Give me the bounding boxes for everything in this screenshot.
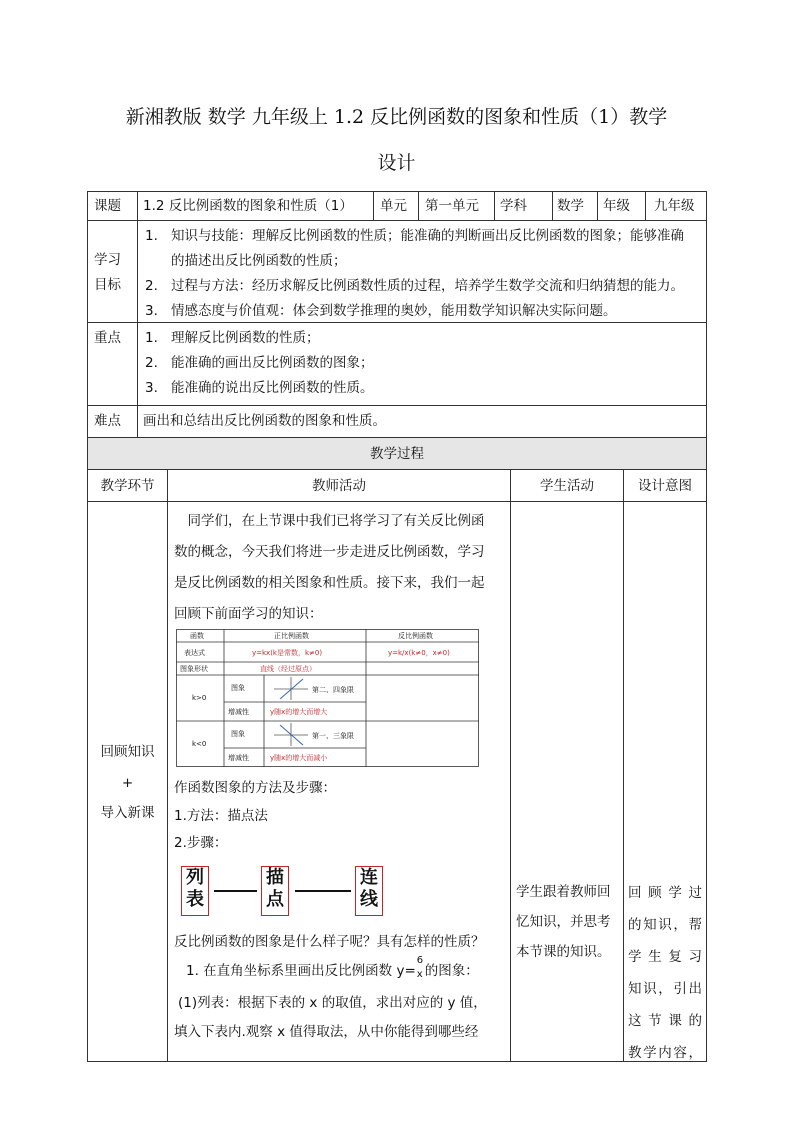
objective-text: 情感态度与价值观：体会到数学推理的奥妙，能用数学知识解决实际问题。 (171, 303, 617, 319)
title-line-2: 设计 (377, 152, 416, 174)
step-box-list (181, 866, 209, 916)
method-title: 作函数图象的方法及步骤： (174, 780, 336, 796)
objectives-label-1: 学习 (94, 252, 121, 268)
task-line (186, 955, 479, 981)
mini-mono-negative: y随x的增大而减小 (270, 754, 328, 762)
graph-icon-positive (274, 677, 308, 700)
document-title (60, 94, 733, 186)
step-char: 连 (360, 867, 378, 888)
mini-mono-label: 增减性 (228, 708, 249, 716)
key-point-text: 理解反比例函数的性质； (171, 330, 320, 346)
difficulty-text: 画出和总结出反比例函数的图象和性质。 (143, 413, 386, 429)
intent-line: 的知识，帮 (628, 917, 702, 933)
step-connector (214, 890, 257, 892)
objective-num: 1. (145, 228, 158, 244)
unit-label: 单元 (380, 198, 407, 214)
task-text: 1. 在直角坐标系里画出反比例函数 y= (186, 963, 416, 979)
intent-line: 回顾学过 (628, 885, 702, 901)
topic-label: 课题 (94, 198, 121, 214)
title-line-1: 新湘教版 数学 九年级上 1.2 反比例函数的图象和性质（1）教学 (125, 106, 668, 128)
mini-header-inverse: 反比例函数 (398, 632, 433, 640)
step-char: 线 (360, 889, 378, 910)
student-line: 本节课的知识。 (516, 944, 611, 960)
intent-line: 学生复习 (628, 949, 702, 965)
teacher-intro-line: 回顾下前面学习的知识： (174, 606, 323, 622)
mini-mono-positive: y随x的增大而增大 (270, 708, 328, 716)
student-line: 学生跟着教师回 (516, 884, 611, 900)
step-char: 点 (266, 889, 284, 910)
objective-text-cont: 的描述出反比例函数的性质； (171, 253, 347, 269)
objective-num: 3. (145, 303, 158, 319)
review-table (176, 629, 479, 767)
stage-line-3: 导入新课 (100, 805, 155, 821)
process-header: 教学过程 (370, 446, 424, 462)
key-point-num: 3. (145, 380, 158, 396)
teacher-intro-line: 同学们，在上节课中我们已将学习了有关反比例函 (174, 513, 485, 529)
objective-text: 过程与方法：经历求解反比例函数性质的过程，培养学生数学交流和归纳猜想的能力。 (171, 278, 684, 294)
graph-icon-negative (274, 723, 308, 746)
col-teacher-header: 教师活动 (312, 478, 366, 494)
mini-direct-expr: y=kx(k是常数，k≠0) (252, 649, 323, 657)
intent-line: 这节课的 (628, 1013, 702, 1029)
task-tail: 的图象： (424, 963, 479, 979)
mini-row-shape: 图象形状 (180, 665, 208, 673)
subject-value: 数学 (557, 198, 584, 214)
topic-value: 1.2 反比例函数的图象和性质（1） (143, 198, 353, 214)
mini-k-negative: k<0 (192, 740, 207, 748)
grade-value: 九年级 (654, 198, 695, 214)
fraction-numerator: 6 (416, 955, 424, 966)
mini-inverse-expr: y=k/x(k≠0，x≠0) (388, 649, 450, 657)
teacher-intro-line: 是反比例函数的相关图象和性质。接下来，我们一起 (174, 575, 485, 591)
design-intent (628, 877, 702, 1069)
mini-header-direct: 正比例函数 (274, 632, 309, 640)
key-point-text: 能准确的说出反比例函数的性质。 (171, 380, 374, 396)
mini-direct-shape: 直线（经过原点） (260, 665, 316, 673)
method-1: 1.方法：描点法 (174, 808, 268, 824)
grade-label: 年级 (603, 198, 630, 214)
step-box-connect (355, 866, 383, 916)
col-student-header: 学生活动 (540, 478, 594, 494)
intent-line: 教学内容， (628, 1045, 702, 1061)
step-char: 列 (186, 867, 204, 888)
col-stage-header: 教学环节 (100, 478, 155, 494)
fraction-denominator: x (416, 969, 423, 980)
teacher-intro-line: 数的概念，今天我们将进一步走进反比例函数，学习 (174, 544, 485, 560)
key-point-text: 能准确的画出反比例函数的图象； (171, 355, 374, 371)
key-point-num: 2. (145, 355, 158, 371)
fraction (416, 955, 425, 981)
difficulty-label: 难点 (94, 413, 121, 429)
student-line: 忆知识，并思考 (516, 914, 611, 930)
student-activity (516, 877, 620, 967)
mini-k-positive: k>0 (192, 694, 207, 702)
mini-quadrant-negative: 第一、三象限 (312, 732, 354, 740)
step-connector (295, 890, 351, 892)
subject-label: 学科 (500, 198, 527, 214)
stage-line-2: + (121, 775, 134, 791)
question-text: 反比例函数的图象是什么样子呢？具有怎样的性质？ (174, 934, 485, 950)
objectives-label-2: 目标 (94, 277, 121, 293)
mini-graph-label: 图象 (231, 730, 245, 738)
step-box-plot (261, 866, 289, 916)
mini-mono-label: 增减性 (228, 754, 249, 762)
key-point-num: 1. (145, 330, 158, 346)
method-2: 2.步骤： (174, 835, 228, 851)
mini-graph-label: 图象 (231, 684, 245, 692)
step-char: 描 (266, 867, 284, 888)
objective-num: 2. (145, 278, 158, 294)
stage-line-1: 回顾知识 (100, 744, 155, 760)
objective-text: 知识与技能：理解反比例函数的性质；能准确的判断画出反比例函数的图象；能够准确 (171, 228, 684, 244)
col-intent-header: 设计意图 (638, 478, 692, 494)
mini-quadrant-positive: 第二、四象限 (312, 686, 354, 694)
mini-row-expr: 表达式 (184, 649, 205, 657)
sub-step-2: 填入下表内.观察 x 值得取法，从中你能得到哪些经 (174, 1024, 479, 1040)
mini-header-func: 函数 (190, 632, 204, 640)
intent-line: 知识，引出 (628, 981, 702, 997)
step-char: 表 (186, 889, 204, 910)
key-points-label: 重点 (94, 330, 121, 346)
sub-step-1: (1)列表：根据下表的 x 的取值，求出对应的 y 值， (178, 995, 487, 1011)
unit-value: 第一单元 (425, 198, 479, 214)
